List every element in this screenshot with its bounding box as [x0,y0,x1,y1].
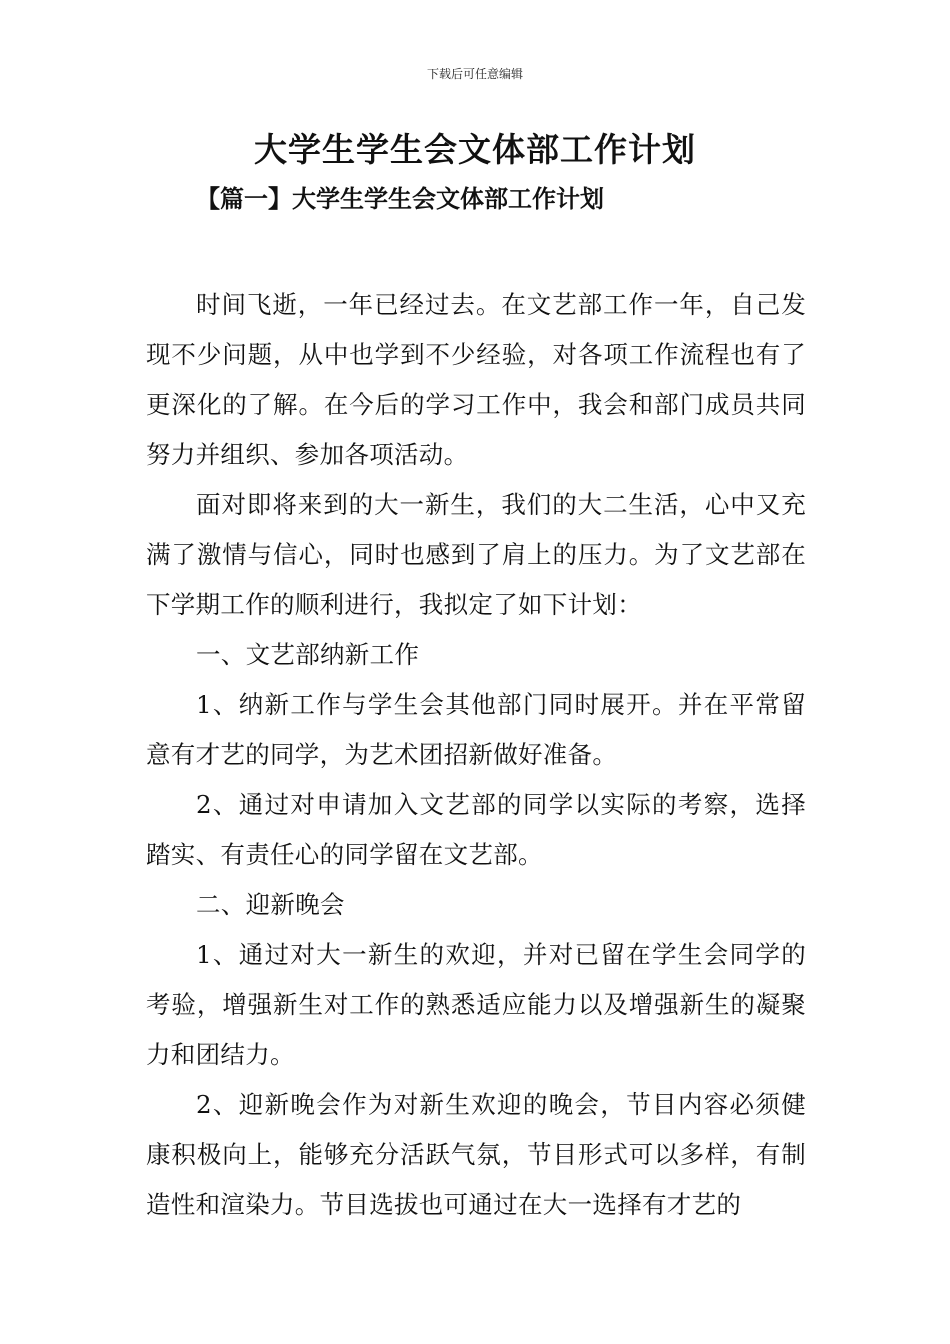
section-heading-welcome-party: 二、迎新晚会 [196,890,345,919]
list-item: 1、纳新工作与学生会其他部门同时展开。并在平常留意有才艺的同学，为艺术团招新做好准备。 [146,690,806,769]
header-note: 下载后可任意编辑 [426,67,523,81]
document-subtitle: 【篇一】大学生学生会文体部工作计划 [196,184,604,213]
list-item: 1、通过对大一新生的欢迎，并对已留在学生会同学的考验，增强新生对工作的熟悉适应能力以及增强新生的凝聚力和团结力。 [146,940,806,1069]
section-heading-recruitment: 一、文艺部纳新工作 [196,640,420,669]
list-item: 2、迎新晚会作为对新生欢迎的晚会，节目内容必须健康积极向上，能够充分活跃气氛，节目形式可以多样，有制造性和渲染力。节目选拔也可通过在大一选择有才艺的 [146,1090,806,1219]
list-item: 2、通过对申请加入文艺部的同学以实际的考察，选择踏实、有责任心的同学留在文艺部。 [146,790,806,869]
paragraph-plan-intro: 面对即将来到的大一新生，我们的大二生活，心中又充满了激情与信心，同时也感到了肩上的压力。为了文艺部在下学期工作的顺利进行，我拟定了如下计划： [146,490,806,619]
document-title: 大学生学生会文体部工作计划 [254,130,696,169]
paragraph-intro: 时间飞逝，一年已经过去。在文艺部工作一年，自己发现不少问题，从中也学到不少经验，对各项工作流程也有了更深化的了解。在今后的学习工作中，我会和部门成员共同努力并组织、参加各项活动。 [146,290,806,469]
document-body [146,280,806,1230]
